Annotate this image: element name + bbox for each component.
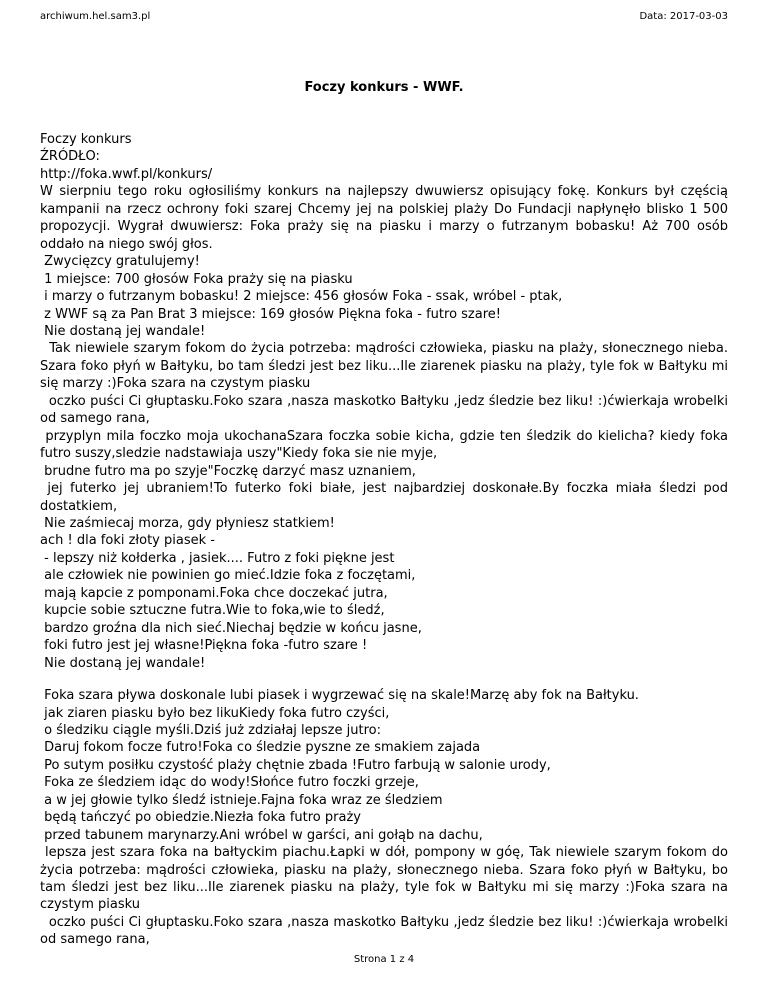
text-paragraph: oczko puści Ci głuptasku.Foko szara ,nasza maskotko Bałtyku ,jedz śledzie bez liku! :)ćwierkaja wrobelki od samego rana,	[40, 914, 733, 948]
text-paragraph: http://foka.wwf.pl/konkurs/	[40, 166, 213, 182]
text-paragraph: Nie dostaną jej wandale!	[40, 655, 206, 671]
text-paragraph: bardzo groźna dla nich sieć.Niechaj będzie w końcu jasne,	[40, 620, 422, 636]
text-paragraph: oczko puści Ci głuptasku.Foko szara ,nasza maskotko Bałtyku ,jedz śledzie bez liku! :)ćwierkaja wrobelki od samego rana,	[40, 393, 733, 427]
text-paragraph: będą tańczyć po obiedzie.Niezła foka futro praży	[40, 810, 361, 826]
text-paragraph: kupcie sobie sztuczne futra.Wie to foka,wie to śledź,	[40, 603, 385, 619]
text-paragraph: W sierpniu tego roku ogłosiliśmy konkurs na najlepszy dwuwiersz opisujący fokę. Konkurs był częścią kampanii na rzecz ochrony foki szarej Chcemy jej na polskiej plaży Do Fundacji napłynęło blisko 1 500 propozycji. Wygrał dwuwiersz: Foka praży się na piasku i marzy o futrzanym bobasku! Aż 700 osób oddało na niego swój głos.	[40, 184, 733, 252]
page-number: Strona 1 z 4	[353, 954, 415, 965]
text-paragraph: ach ! dla foki złoty piasek -	[40, 533, 215, 549]
text-paragraph: i marzy o futrzanym bobasku! 2 miejsce: 456 głosów Foka - ssak, wróbel - ptak,	[40, 289, 563, 305]
text-paragraph: ale człowiek nie powinien go mieć.Idzie foka z foczętami,	[40, 568, 416, 584]
document-body	[40, 131, 733, 949]
section-2	[40, 687, 733, 949]
text-paragraph: Foczy konkurs	[40, 132, 132, 147]
text-paragraph: brudne futro ma po szyje"Foczkę darzyć masz uznaniem,	[40, 463, 416, 479]
text-paragraph: Foka szara pływa doskonale lubi piasek i wygrzewać się na skale!Marzę aby fok na Bałtyku.	[40, 688, 639, 704]
text-paragraph: jej futerko jej ubraniem!To futerko foki białe, jest najbardziej doskonałe.By foczka miała śledzi pod dostatkiem,	[40, 481, 733, 514]
text-paragraph: Po sutym posiłku czystość plaży chętnie zbada !Futro farbują w salonie urody,	[40, 757, 551, 773]
text-paragraph: foki futro jest jej własne!Piękna foka -futro szare !	[40, 638, 368, 654]
page-title: Foczy konkurs - WWF.	[304, 80, 464, 95]
text-paragraph: Daruj fokom focze futro!Foka co śledzie pyszne ze smakiem zajada	[40, 740, 481, 756]
document-date: Data: 2017-03-03	[639, 11, 728, 22]
source-site: archiwum.hel.sam3.pl	[40, 11, 151, 22]
text-paragraph: Tak niewiele szarym fokom do życia potrzeba: mądrości człowieka, piasku na plaży, słonecznego nieba. Szara foko płyń w Bałtyku, bo tam śledzi jest bez liku...Ile ziarenek piasku na plaży, tyle fok w Bałtyku mi się marzy :)Foka szara na czystym piasku	[40, 341, 733, 392]
text-paragraph: 1 miejsce: 700 głosów Foka praży się na piasku	[40, 271, 353, 287]
text-paragraph: Nie dostaną jej wandale!	[40, 323, 206, 339]
text-paragraph: ŹRÓDŁO:	[40, 149, 100, 165]
text-paragraph: mają kapcie z pomponami.Foka chce doczekać jutra,	[40, 585, 388, 601]
text-paragraph: z WWF są za Pan Brat 3 miejsce: 169 głosów Piękna foka - futro szare!	[40, 306, 501, 322]
text-paragraph: Nie zaśmiecaj morza, gdy płyniesz statkiem!	[40, 515, 335, 531]
text-paragraph: Foka ze śledziem idąc do wody!Słońce futro foczki grzeje,	[40, 775, 419, 791]
text-paragraph: - lepszy niż kołderka , jasiek.... Futro z foki piękne jest	[40, 550, 395, 566]
text-paragraph: Zwycięzcy gratulujemy!	[40, 254, 200, 270]
text-paragraph: przed tabunem marynarzy.Ani wróbel w garści, ani gołąb na dachu,	[40, 827, 483, 843]
section-1	[40, 131, 733, 672]
text-paragraph: przyplyn mila foczko moja ukochanaSzara foczka sobie kicha, gdzie ten śledzik do kielicha? kiedy foka futro suszy,sledzie nadstawiaja uszy"Kiedy foka sie nie myje,	[40, 428, 733, 462]
text-paragraph: a w jej głowie tylko śledź istnieje.Fajna foka wraz ze śledziem	[40, 792, 443, 808]
text-paragraph: jak ziaren piasku było bez likuKiedy foka futro czyści,	[40, 705, 390, 721]
text-paragraph: lepsza jest szara foka na bałtyckim piachu.Łapki w dół, pompony w góę, Tak niewiele szarym fokom do życia potrzeba: mądrości człowieka, piasku na plaży, słonecznego nieba. Szara foko płyń w Bałtyku, bo tam śledzi jest bez liku...Ile ziarenek piasku na plaży, tyle fok w Bałtyku mi się marzy :)Foka szara na czystym piasku	[40, 845, 733, 913]
paragraph-gap	[40, 672, 728, 687]
text-paragraph: o śledziku ciągle myśli.Dziś już zdziałaj lepsze jutro:	[40, 722, 381, 738]
